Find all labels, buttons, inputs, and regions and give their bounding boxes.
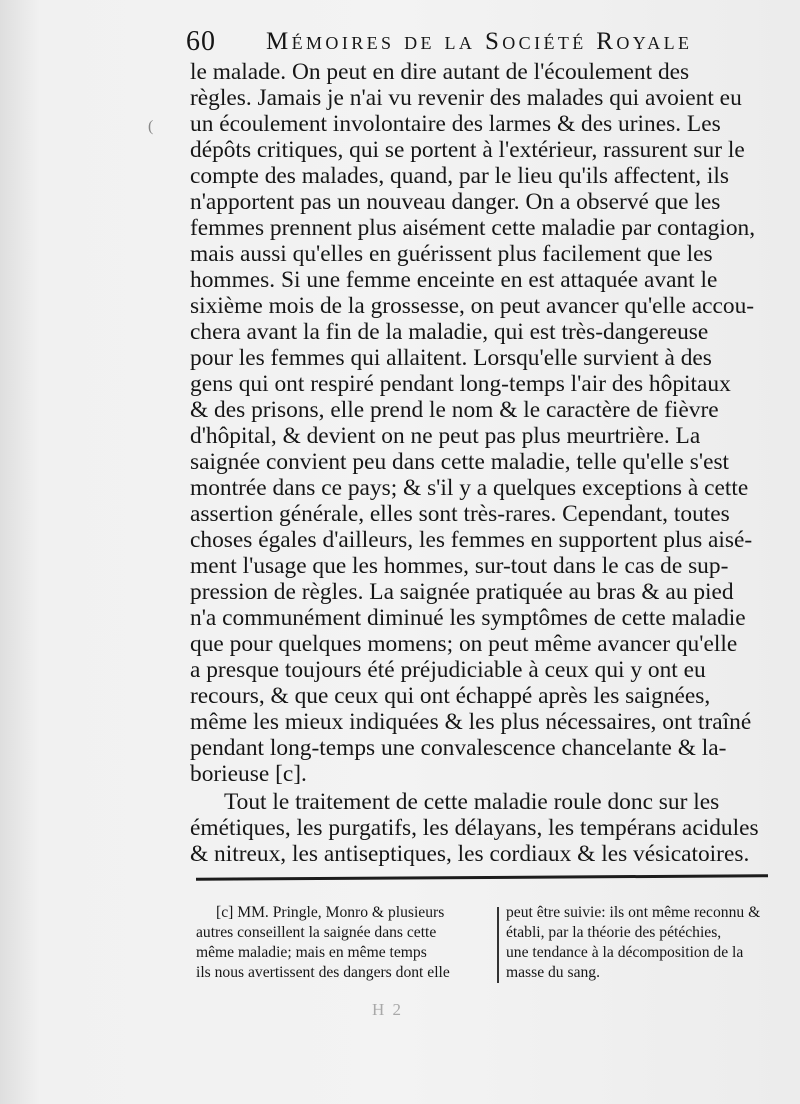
running-title: Mémoires de la Société Royale (266, 28, 693, 55)
text-line: choses égales d'ailleurs, les femmes en supportent plus aisé- (190, 527, 753, 553)
footnote-line: ils nous avertissent des dangers dont elle (196, 964, 450, 981)
footnote-line: [c] MM. Pringle, Monro & plusieurs (216, 904, 445, 921)
text-line: hommes. Si une femme enceinte en est attaquée avant le (190, 267, 718, 293)
text-line: chera avant la fin de la maladie, qui est très-dangereuse (190, 319, 709, 345)
text-line: a presque toujours été préjudiciable à ceux qui y ont eu (190, 657, 706, 683)
text-line: ment l'usage que les hommes, sur-tout dans le cas de sup- (190, 553, 729, 579)
text-line: d'hôpital, & devient on ne peut pas plus meurtrière. La (190, 423, 701, 449)
text-line: & nitreux, les antiseptiques, les cordiaux & les vésicatoires. (190, 841, 750, 867)
text-line: compte des malades, quand, par le lieu qu'ils affectent, ils (190, 163, 730, 189)
text-line: que pour quelques momens; on peut même avancer qu'elle (190, 631, 738, 657)
text-line: femmes prennent plus aisément cette maladie par contagion, (190, 215, 756, 241)
text-line: n'apportent pas un nouveau danger. On a observé que les (190, 189, 721, 215)
footnote-line: masse du sang. (506, 964, 600, 981)
text-line: gens qui ont respiré pendant long-temps l'air des hôpitaux (190, 371, 731, 397)
text-line: dépôts critiques, qui se portent à l'extérieur, rassurent sur le (190, 137, 745, 163)
text-line: recours, & que ceux qui ont échappé après les saignées, (190, 683, 711, 709)
text-line: assertion générale, elles sont très-rares. Cependant, toutes (190, 501, 730, 527)
text-line: Tout le traitement de cette maladie roule donc sur les (224, 789, 720, 815)
text-line: borieuse [c]. (190, 761, 307, 787)
footnote-line: peut être suivie: ils ont même reconnu & (506, 904, 761, 921)
footnote-column-divider (497, 907, 499, 983)
text-line: montrée dans ce pays; & s'il y a quelques exceptions à cette (190, 475, 749, 501)
text-line: pendant long-temps une convalescence chancelante & la- (190, 735, 727, 761)
text-line: pression de règles. La saignée pratiquée au bras & au pied (190, 579, 734, 605)
text-line: sixième mois de la grossesse, on peut avancer qu'elle accou- (190, 293, 755, 319)
footnote-block (196, 903, 776, 993)
footnote-rule (196, 874, 768, 880)
text-line: un écoulement involontaire des larmes & des urines. Les (190, 111, 721, 137)
text-line: règles. Jamais je n'ai vu revenir des malades qui avoient eu (190, 85, 742, 111)
margin-mark: ( (148, 118, 154, 135)
signature-mark: H 2 (372, 1000, 404, 1019)
text-line: même les mieux indiquées & les plus nécessaires, ont traîné (190, 709, 752, 735)
page-number: 60 (186, 26, 216, 57)
footnote-line: une tendance à la décomposition de la (506, 944, 744, 961)
text-line: n'a communément diminué les symptômes de cette maladie (190, 605, 746, 631)
text-line: pour les femmes qui allaitent. Lorsqu'elle survient à des (190, 345, 712, 371)
text-line: & des prisons, elle prend le nom & le caractère de fièvre (190, 397, 719, 423)
text-line: saignée convient peu dans cette maladie, telle qu'elle s'est (190, 449, 730, 475)
text-line: le malade. On peut en dire autant de l'écoulement des (190, 59, 690, 85)
footnote-line: même maladie; mais en même temps (196, 944, 427, 961)
footnote-line: autres conseillent la saignée dans cette (196, 924, 437, 941)
text-line: mais aussi qu'elles en guérissent plus facilement que les (190, 241, 713, 267)
footnote-line: établi, par la théorie des pétéchies, (506, 924, 722, 941)
page-header (186, 26, 706, 62)
text-line: émétiques, les purgatifs, les délayans, les tempérans acidules (190, 815, 759, 841)
